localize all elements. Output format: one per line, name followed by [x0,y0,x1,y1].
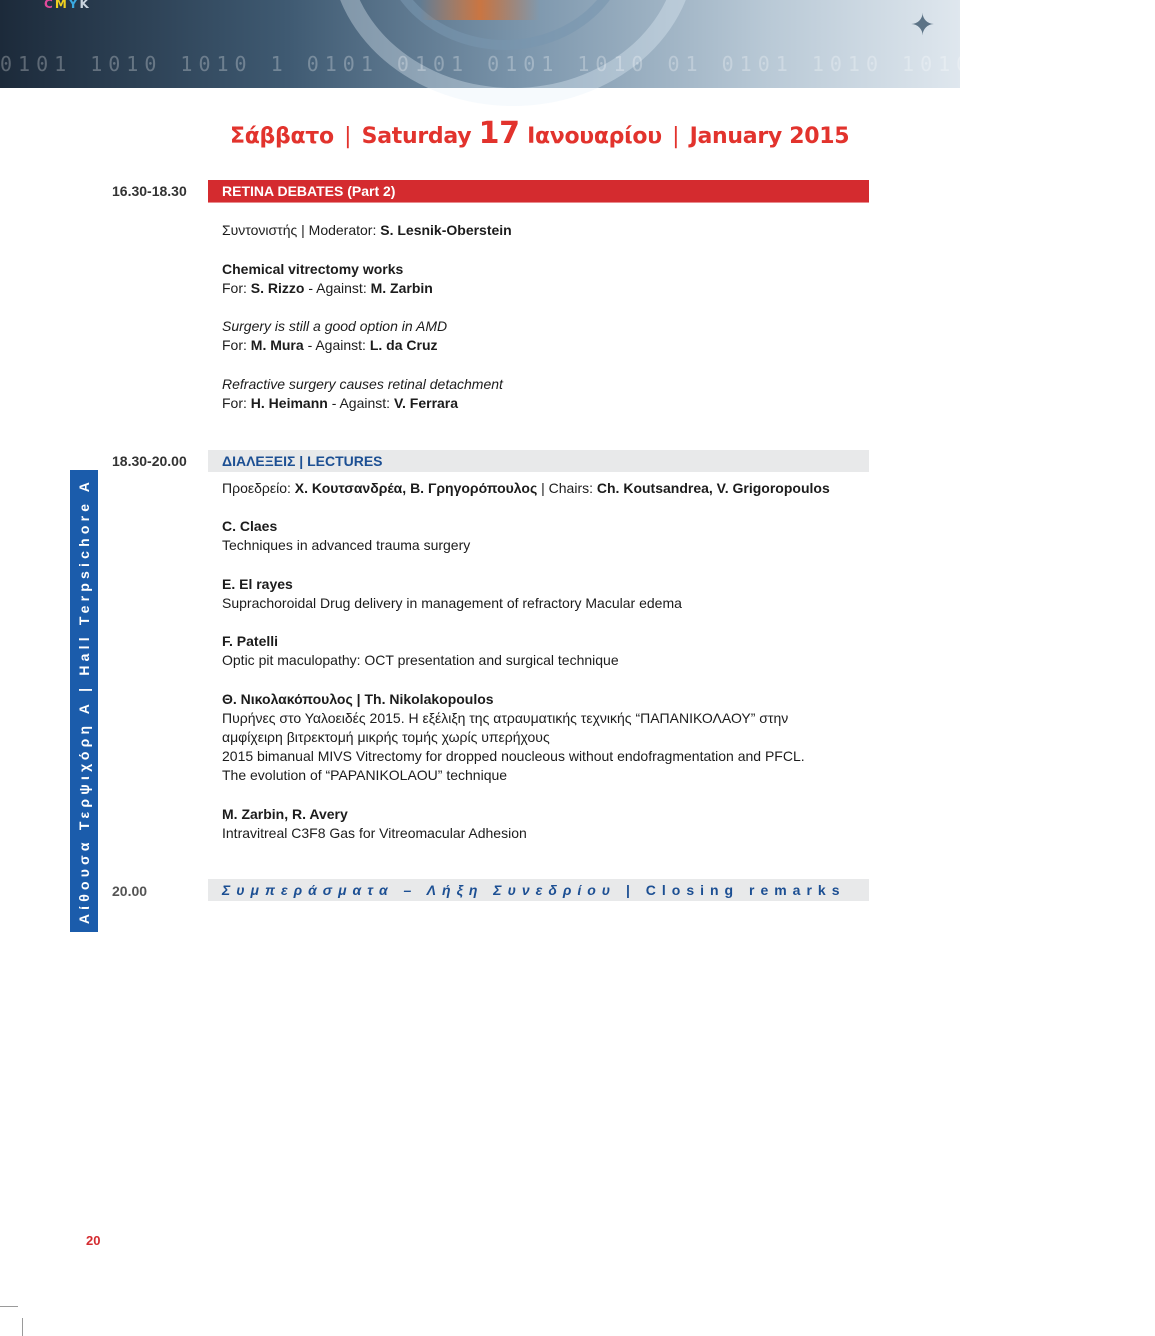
lecture-speaker: F. Patelli [222,633,279,649]
lecture-title-line: Πυρήνες στο Υαλοειδές 2015. Η εξέλιξη της ατραυματικής τεχνικής “ΠΑΠΑΝΙΚΟΛΑΟΥ” στην [222,710,789,726]
lecture-title: Optic pit maculopathy: OCT presentation and surgical technique [222,652,619,668]
chairs-names-greek: Χ. Κουτσανδρέα, Β. Γρηγορόπουλος [294,480,538,496]
moderator-name: S. Lesnik-Oberstein [380,222,512,238]
lecture-title-line: The evolution of “PAPANIKOLAOU” technique [222,767,508,783]
day-number: 17 [478,116,520,151]
session-header-bar [208,879,869,901]
closing-title-greek: Συμπεράσματα – Λήξη Συνεδρίου [222,882,617,898]
for-label: For: [222,395,247,411]
lecture-speaker: C. Claes [222,518,278,534]
for-label: For: [222,337,247,353]
session-time: 18.30-20.00 [112,453,187,469]
moderator-line [222,222,512,238]
lecture-speaker: E. El rayes [222,576,293,592]
page-title [230,116,930,151]
hall-label: Αίθουσα Τερψιχόρη Α | Hall Terpsichore A [76,477,92,925]
lecture-speaker: Θ. Νικολακόπουλος | Th. Nikolakopoulos [222,691,494,707]
chairs-label-greek: Προεδρείο: [222,480,291,496]
month-greek: Ιανουαρίου [527,124,662,149]
against-speaker: M. Zarbin [370,280,433,296]
against-label: - Against: [307,337,366,353]
title-separator: | [672,124,680,149]
against-speaker: L. da Cruz [369,337,438,353]
lecture-title: Techniques in advanced trauma surgery [222,537,471,553]
against-label: - Against: [308,280,367,296]
crop-mark [22,1318,23,1336]
lecture-title-line: 2015 bimanual MIVS Vitrectomy for dropped noucleous without endofragmentation and PFCL. [222,748,805,764]
lecture-title-line: αμφίχειρη βιτρεκτομή μικρής τομής χωρίς υπερήχους [222,729,550,745]
session-header-bar [208,450,869,472]
against-label: - Against: [331,395,391,411]
for-speaker: H. Heimann [250,395,328,411]
chairs-line [222,480,830,496]
session-header-bar [208,180,869,203]
lecture-title: Suprachoroidal Drug delivery in management of refractory Macular edema [222,595,682,611]
debate-speakers [222,280,433,296]
bird-silhouette-icon: ✦ [910,9,936,42]
against-speaker: V. Ferrara [393,395,459,411]
lecture-title: Intravitreal C3F8 Gas for Vitreomacular Adhesion [222,825,527,841]
session-time: 16.30-18.30 [112,183,187,199]
debate-speakers [222,395,458,411]
debate-speakers [222,337,438,353]
banner-glow-decoration [420,0,540,20]
month-english: January [689,124,782,149]
banner-binary-strip: 0101 1010 1010 1 0101 0101 0101 1010 01 0101 1010 1010 1010 1010 [0,52,1155,76]
day-greek: Σάββατο [230,124,334,149]
title-separator: | [625,882,636,898]
chairs-label-english: | Chairs: [541,480,593,496]
year: 2015 [789,124,850,149]
lecture-speaker: M. Zarbin, R. Avery [222,806,348,822]
session-title: RETINA DEBATES (Part 2) [222,183,396,199]
debate-topic: Surgery is still a good option in AMD [222,318,448,334]
debate-topic: Refractive surgery causes retinal detachment [222,376,503,392]
moderator-label: Συντονιστής | Moderator: [222,222,377,238]
crop-mark [0,1306,18,1307]
page-number: 20 [86,1233,101,1248]
for-label: For: [222,280,247,296]
header-banner [0,0,1155,88]
closing-title-english: Closing remarks [645,882,846,898]
chairs-names-english: Ch. Koutsandrea, V. Grigoropoulos [596,480,830,496]
banner-logo: CMYK [44,0,91,11]
session-time: 20.00 [112,883,148,899]
day-english: Saturday [361,124,472,149]
session-title [222,882,846,898]
session-title: ΔΙΑΛΕΞΕΙΣ | LECTURES [222,453,383,469]
for-speaker: S. Rizzo [250,280,305,296]
debate-topic: Chemical vitrectomy works [222,261,404,277]
title-separator: | [344,124,352,149]
for-speaker: M. Mura [250,337,304,353]
